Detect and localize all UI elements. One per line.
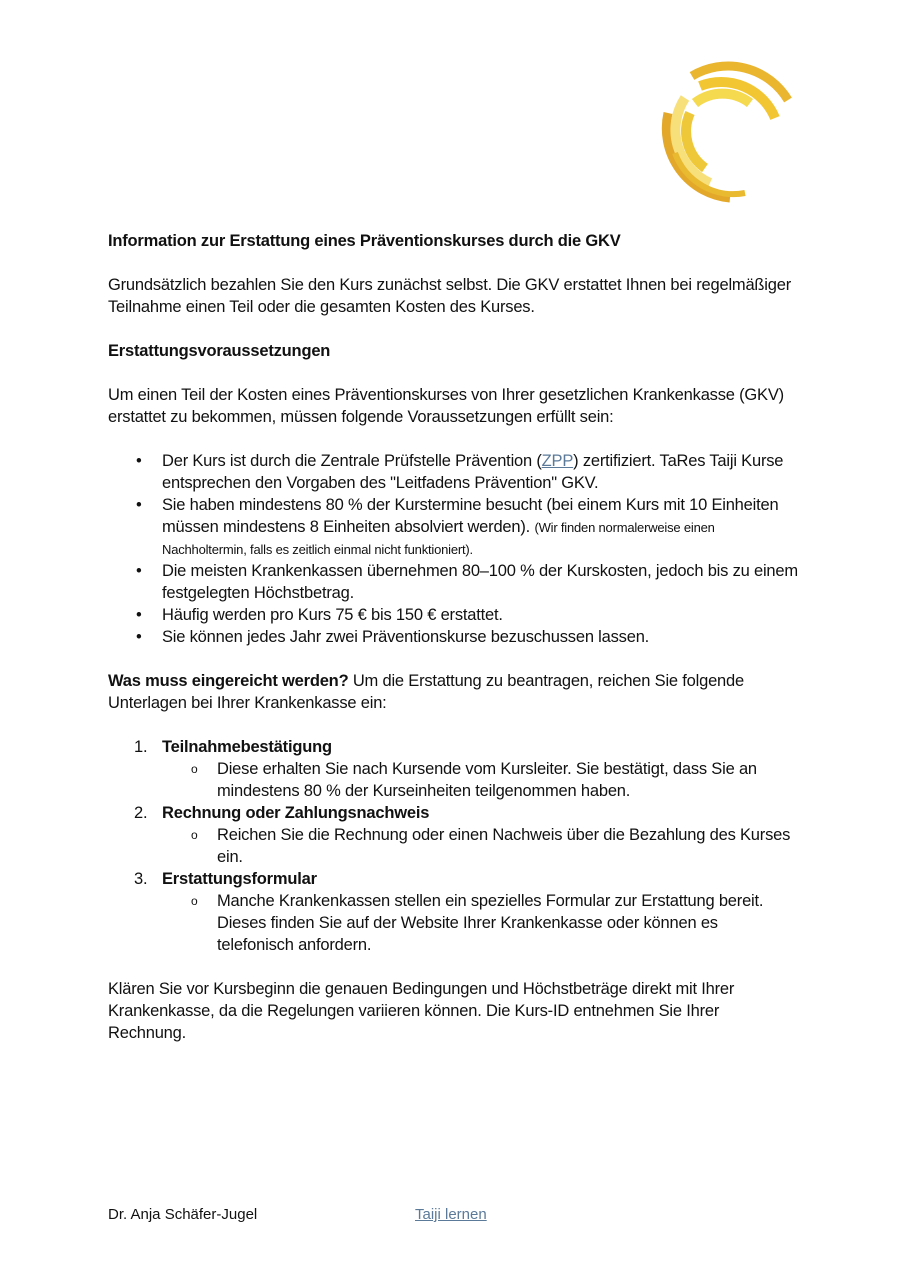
circle-bullet-icon: o	[191, 828, 198, 842]
sub-list-item: o Manche Krankenkassen stellen ein spezielles Formular zur Erstattung bereit. Dieses finden Sie auf der Website Ihrer Krankenkasse oder können es telefonisch anfordern.	[191, 892, 764, 954]
footer-link[interactable]: Taiji lernen	[415, 1206, 487, 1223]
list-item: 3. Erstattungsformular o Manche Krankenkassen stellen ein spezielles Formular zur Erstattung bereit. Dieses finden Sie auf der Website Ihrer Krankenkasse oder können es telefonisch anfordern.	[162, 868, 798, 956]
documents-list	[108, 736, 798, 956]
closing-paragraph: Klären Sie vor Kursbeginn die genauen Bedingungen und Höchstbeträge direkt mit Ihrer Krankenkasse, da die Regelungen variieren können. Die Kurs-ID entnehmen Sie Ihrer Rechnung.	[108, 980, 735, 1042]
circle-bullet-icon: o	[191, 762, 198, 776]
sub-list-item: o Diese erhalten Sie nach Kursende vom Kursleiter. Sie bestätigt, dass Sie an mindestens 80 % der Kurseinheiten teilgenommen haben.	[191, 760, 757, 800]
sun-arc-logo	[650, 58, 800, 208]
list-item: 1. Teilnahmebestätigung o Diese erhalten Sie nach Kursende vom Kursleiter. Sie bestätigt, dass Sie an mindestens 80 % der Kurseinheiten teilgenommen haben.	[162, 736, 798, 802]
list-item: • Häufig werden pro Kurs 75 € bis 150 € erstattet.	[136, 606, 503, 624]
list-item: • Der Kurs ist durch die Zentrale Prüfstelle Prävention (ZPP) zertifiziert. TaRes Taiji Kurse entsprechen den Vorgaben des "Leitfadens Prävention" GKV.	[136, 452, 784, 492]
requirements-list	[108, 450, 798, 648]
document-title: Information zur Erstattung eines Präventionskurses durch die GKV	[108, 232, 621, 250]
sub-list-item: o Reichen Sie die Rechnung oder einen Nachweis über die Bezahlung des Kurses ein.	[191, 826, 791, 866]
list-item: • Die meisten Krankenkassen übernehmen 80–100 % der Kurskosten, jedoch bis zu einem festgelegten Höchstbetrag.	[136, 562, 798, 602]
bullet-icon: •	[136, 606, 142, 624]
makeup-note: (Wir finden normalerweise einen Nachholtermin, falls es zeitlich einmal nicht funktioniert).	[162, 520, 715, 557]
list-item: • Sie haben mindestens 80 % der Kurstermine besucht (bei einem Kurs mit 10 Einheiten müssen mindestens 8 Einheiten absolviert werden). (Wir finden normalerweise einen Nachholtermin, falls es zeitlich einmal nicht funktioniert).	[136, 496, 779, 557]
list-item: • Sie können jedes Jahr zwei Präventionskurse bezuschussen lassen.	[136, 628, 650, 646]
requirements-intro: Um einen Teil der Kosten eines Präventionskurses von Ihrer gesetzlichen Krankenkasse (GKV) erstattet zu bekommen, müssen folgende Voraussetzungen erfüllt sein:	[108, 386, 784, 426]
document-body	[108, 230, 798, 1066]
section-heading-requirements: Erstattungsvoraussetzungen	[108, 342, 331, 360]
circle-bullet-icon: o	[191, 894, 198, 908]
zpp-link[interactable]: ZPP	[541, 452, 574, 470]
list-item: 2. Rechnung oder Zahlungsnachweis o Reichen Sie die Rechnung oder einen Nachweis über die Bezahlung des Kurses ein.	[162, 802, 798, 868]
bullet-icon: •	[136, 452, 142, 470]
bullet-icon: •	[136, 628, 142, 646]
bullet-icon: •	[136, 562, 142, 580]
bullet-icon: •	[136, 496, 142, 514]
submission-intro: Was muss eingereicht werden? Um die Erstattung zu beantragen, reichen Sie folgende Unterlagen bei Ihrer Krankenkasse ein:	[108, 672, 744, 712]
footer-author: Dr. Anja Schäfer-Jugel	[108, 1206, 258, 1223]
intro-paragraph: Grundsätzlich bezahlen Sie den Kurs zunächst selbst. Die GKV erstattet Ihnen bei regelmäßiger Teilnahme einen Teil oder die gesamten Kosten des Kurses.	[108, 276, 792, 316]
